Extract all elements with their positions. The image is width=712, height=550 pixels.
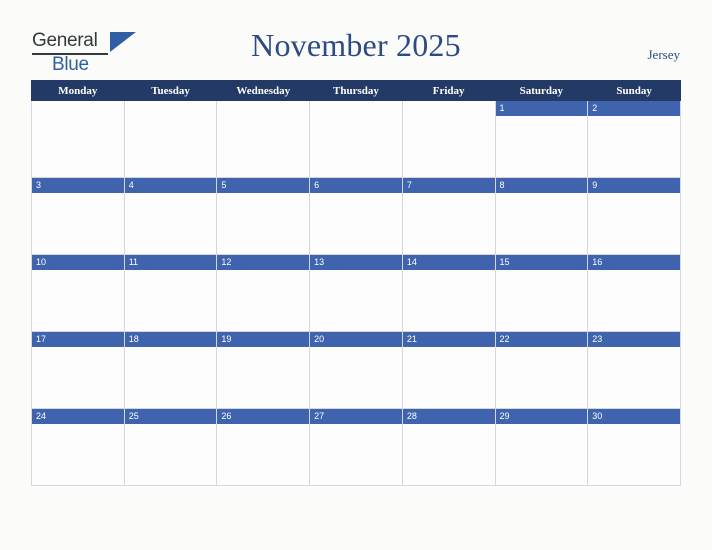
day-cell[interactable] <box>124 409 217 486</box>
day-number: 25 <box>125 409 217 424</box>
day-cell[interactable] <box>588 332 681 409</box>
day-cell[interactable] <box>402 332 495 409</box>
logo-text-general: General <box>32 30 98 51</box>
day-events-area[interactable] <box>496 193 588 251</box>
day-cell[interactable] <box>124 101 217 178</box>
day-events-area[interactable] <box>588 347 680 405</box>
region-label: Jersey <box>647 47 680 62</box>
day-number: 22 <box>496 332 588 347</box>
day-cell[interactable] <box>310 255 403 332</box>
day-number: 18 <box>125 332 217 347</box>
day-cell[interactable] <box>32 409 125 486</box>
day-cell[interactable] <box>217 101 310 178</box>
day-number: 26 <box>217 409 309 424</box>
day-number: 11 <box>125 255 217 270</box>
day-number: 23 <box>588 332 680 347</box>
day-number: 14 <box>403 255 495 270</box>
day-number: 5 <box>217 178 309 193</box>
day-number: 4 <box>125 178 217 193</box>
day-cell[interactable] <box>217 255 310 332</box>
day-cell[interactable] <box>402 409 495 486</box>
day-events-area[interactable] <box>217 270 309 328</box>
day-events-area[interactable] <box>125 347 217 405</box>
day-cell[interactable] <box>588 178 681 255</box>
day-events-area[interactable] <box>496 270 588 328</box>
weekday-header-sunday: Sunday <box>588 81 681 101</box>
day-cell[interactable] <box>402 101 495 178</box>
day-events-area[interactable] <box>125 270 217 328</box>
day-events-area[interactable] <box>403 424 495 482</box>
day-cell[interactable] <box>402 255 495 332</box>
day-number: 12 <box>217 255 309 270</box>
day-cell[interactable] <box>310 409 403 486</box>
day-cell[interactable] <box>217 178 310 255</box>
week-row <box>32 101 681 178</box>
day-events-area[interactable] <box>32 270 124 328</box>
week-row <box>32 255 681 332</box>
day-cell[interactable] <box>495 101 588 178</box>
day-events-area[interactable] <box>310 193 402 251</box>
weekday-header-friday: Friday <box>402 81 495 101</box>
day-events-area[interactable] <box>310 116 402 174</box>
day-cell[interactable] <box>495 332 588 409</box>
week-row <box>32 178 681 255</box>
day-number: 28 <box>403 409 495 424</box>
day-number: 10 <box>32 255 124 270</box>
logo-text-blue: Blue <box>52 54 89 75</box>
weekday-header-tuesday: Tuesday <box>124 81 217 101</box>
day-number <box>217 101 309 116</box>
day-number: 3 <box>32 178 124 193</box>
day-number <box>125 101 217 116</box>
day-cell[interactable] <box>588 101 681 178</box>
day-number <box>403 101 495 116</box>
day-number <box>310 101 402 116</box>
day-cell[interactable] <box>310 101 403 178</box>
day-events-area[interactable] <box>32 193 124 251</box>
day-number: 8 <box>496 178 588 193</box>
day-events-area[interactable] <box>588 270 680 328</box>
day-cell[interactable] <box>310 178 403 255</box>
day-cell[interactable] <box>495 255 588 332</box>
day-events-area[interactable] <box>403 116 495 174</box>
day-events-area[interactable] <box>588 193 680 251</box>
day-events-area[interactable] <box>496 116 588 174</box>
day-cell[interactable] <box>124 255 217 332</box>
day-number: 17 <box>32 332 124 347</box>
day-number: 29 <box>496 409 588 424</box>
day-events-area[interactable] <box>496 424 588 482</box>
day-cell[interactable] <box>124 178 217 255</box>
day-cell[interactable] <box>495 409 588 486</box>
day-number <box>32 101 124 116</box>
day-events-area[interactable] <box>32 424 124 482</box>
day-number: 20 <box>310 332 402 347</box>
day-events-area[interactable] <box>310 270 402 328</box>
day-cell[interactable] <box>32 178 125 255</box>
day-cell[interactable] <box>402 178 495 255</box>
day-events-area[interactable] <box>588 116 680 174</box>
day-events-area[interactable] <box>125 424 217 482</box>
day-cell[interactable] <box>217 409 310 486</box>
day-events-area[interactable] <box>496 347 588 405</box>
day-events-area[interactable] <box>403 270 495 328</box>
day-cell[interactable] <box>217 332 310 409</box>
week-row <box>32 332 681 409</box>
weekday-header-wednesday: Wednesday <box>217 81 310 101</box>
day-events-area[interactable] <box>310 424 402 482</box>
day-events-area[interactable] <box>403 347 495 405</box>
day-number: 2 <box>588 101 680 116</box>
day-events-area[interactable] <box>217 424 309 482</box>
day-cell[interactable] <box>588 409 681 486</box>
day-events-area[interactable] <box>588 424 680 482</box>
day-number: 27 <box>310 409 402 424</box>
day-cell[interactable] <box>310 332 403 409</box>
day-number: 13 <box>310 255 402 270</box>
day-events-area[interactable] <box>310 347 402 405</box>
day-events-area[interactable] <box>32 347 124 405</box>
day-number: 9 <box>588 178 680 193</box>
day-cell[interactable] <box>588 255 681 332</box>
day-number: 7 <box>403 178 495 193</box>
day-events-area[interactable] <box>403 193 495 251</box>
day-number: 19 <box>217 332 309 347</box>
day-number: 15 <box>496 255 588 270</box>
day-cell[interactable] <box>32 332 125 409</box>
day-number: 16 <box>588 255 680 270</box>
week-row <box>32 409 681 486</box>
day-cell[interactable] <box>495 178 588 255</box>
day-events-area[interactable] <box>217 347 309 405</box>
day-number: 24 <box>32 409 124 424</box>
weekday-header-thursday: Thursday <box>310 81 403 101</box>
day-number: 21 <box>403 332 495 347</box>
weekday-header-saturday: Saturday <box>495 81 588 101</box>
page-title: November 2025 <box>251 27 461 63</box>
day-number: 30 <box>588 409 680 424</box>
day-cell[interactable] <box>32 101 125 178</box>
day-cell[interactable] <box>32 255 125 332</box>
day-number: 1 <box>496 101 588 116</box>
month-grid <box>31 80 681 486</box>
day-number: 6 <box>310 178 402 193</box>
day-cell[interactable] <box>124 332 217 409</box>
weekday-header-monday: Monday <box>32 81 125 101</box>
day-events-area[interactable] <box>217 116 309 174</box>
day-events-area[interactable] <box>125 116 217 174</box>
day-events-area[interactable] <box>125 193 217 251</box>
weekday-header-row <box>32 81 681 101</box>
day-events-area[interactable] <box>32 116 124 174</box>
day-events-area[interactable] <box>217 193 309 251</box>
page-header <box>0 0 712 82</box>
